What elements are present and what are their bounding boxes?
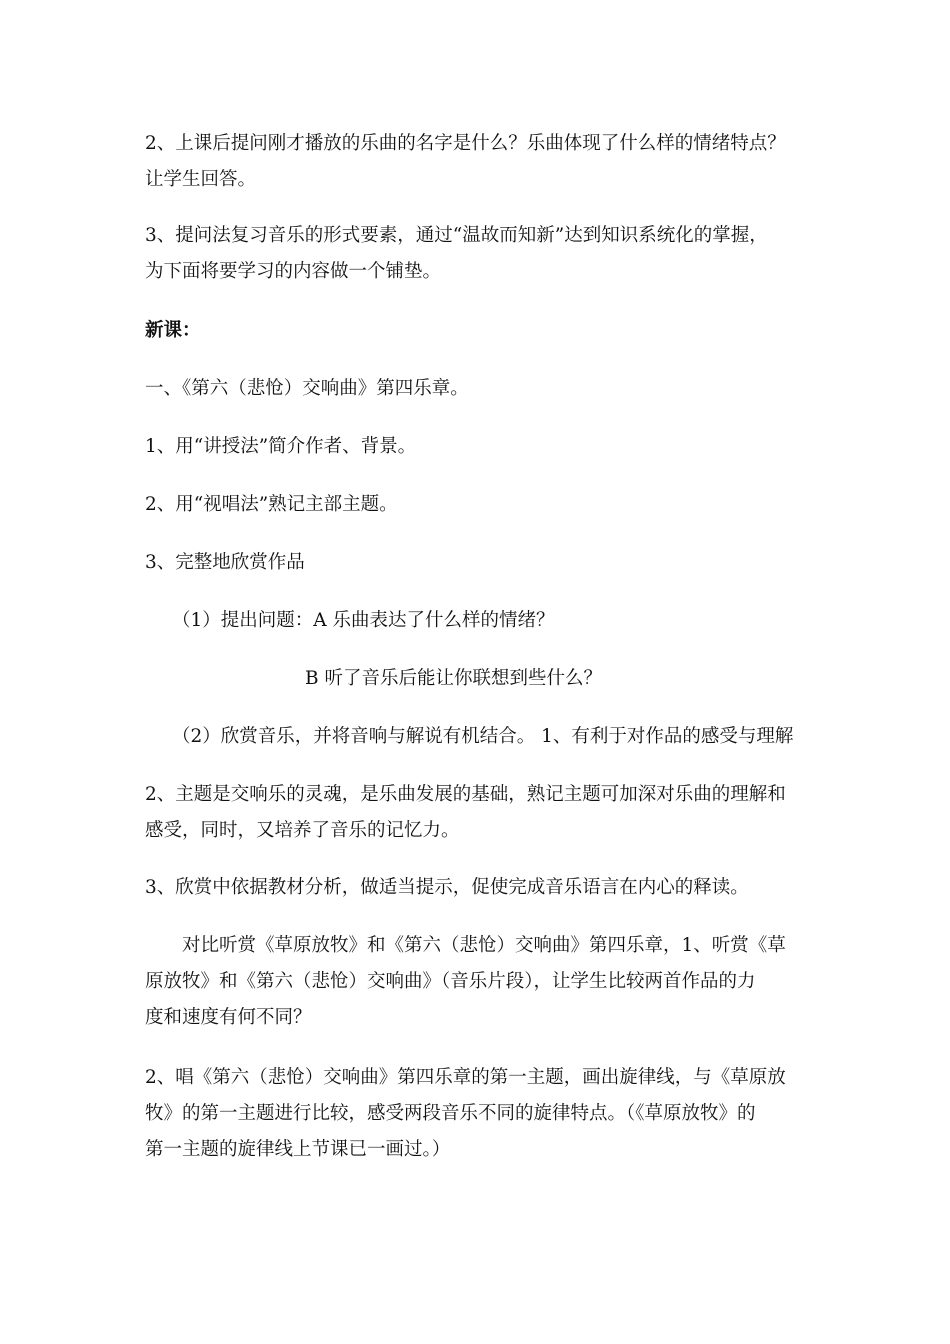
paragraph-part-1-title	[145, 371, 815, 407]
paragraph-step-1	[145, 429, 815, 465]
paragraph-compare	[145, 928, 815, 1036]
paragraph-question-2	[145, 126, 815, 198]
paragraph-step-2	[145, 487, 815, 523]
paragraph-sub-1	[172, 603, 842, 639]
text-line: 3、提问法复习音乐的形式要素，通过“温故而知新”达到知识系统化的掌握，	[145, 225, 768, 246]
text-line: 3、完整地欣赏作品	[145, 552, 305, 573]
paragraph-theme-3	[145, 870, 815, 906]
text-line: 为下面将要学习的内容做一个铺垫。	[145, 261, 442, 282]
text-line: 度和速度有何不同？	[145, 1007, 312, 1028]
text-line: （1）提出问题：A 乐曲表达了什么样的情绪？	[172, 610, 555, 631]
text-line: 1、用“讲授法”简介作者、背景。	[145, 436, 417, 457]
paragraph-theme-2	[145, 777, 815, 849]
heading-text: 新课：	[145, 320, 201, 341]
text-line: 2、用“视唱法”熟记主部主题。	[145, 494, 398, 515]
text-line: 对比听赏《草原放牧》和《第六（悲怆）交响曲》第四乐章，1、听赏《草	[182, 935, 786, 956]
text-line: 2、唱《第六（悲怆）交响曲》第四乐章的第一主题，画出旋律线，与《草原放	[145, 1067, 786, 1088]
paragraph-sub-2	[172, 719, 842, 755]
text-line: 让学生回答。	[145, 169, 257, 190]
text-line: B 听了音乐后能让你联想到些什么？	[305, 668, 602, 689]
text-line: 2、上课后提问刚才播放的乐曲的名字是什么？乐曲体现了什么样的情绪特点？	[145, 133, 786, 154]
paragraph-sub-1-b	[305, 661, 950, 697]
text-line: 感受，同时，又培养了音乐的记忆力。	[145, 820, 460, 841]
text-line: 一、《第六（悲怆）交响曲》第四乐章。	[145, 378, 469, 399]
text-line: （2）欣赏音乐，并将音响与解说有机结合。 1、有利于对作品的感受与理解	[172, 726, 794, 747]
paragraph-step-3	[145, 545, 815, 581]
text-line: 原放牧》和《第六（悲怆）交响曲》（音乐片段），让学生比较两首作品的力	[145, 971, 756, 992]
text-line: 牧》的第一主题进行比较，感受两段音乐不同的旋律特点。（《草原放牧》的	[145, 1103, 756, 1124]
section-heading-new-lesson	[145, 313, 815, 349]
text-line: 第一主题的旋律线上节课已一画过。）	[145, 1139, 451, 1160]
text-line: 2、主题是交响乐的灵魂，是乐曲发展的基础，熟记主题可加深对乐曲的理解和	[145, 784, 786, 805]
text-line: 3、欣赏中依据教材分析，做适当提示，促使完成音乐语言在内心的释读。	[145, 877, 749, 898]
paragraph-sing	[145, 1060, 815, 1168]
paragraph-question-3	[145, 218, 815, 290]
